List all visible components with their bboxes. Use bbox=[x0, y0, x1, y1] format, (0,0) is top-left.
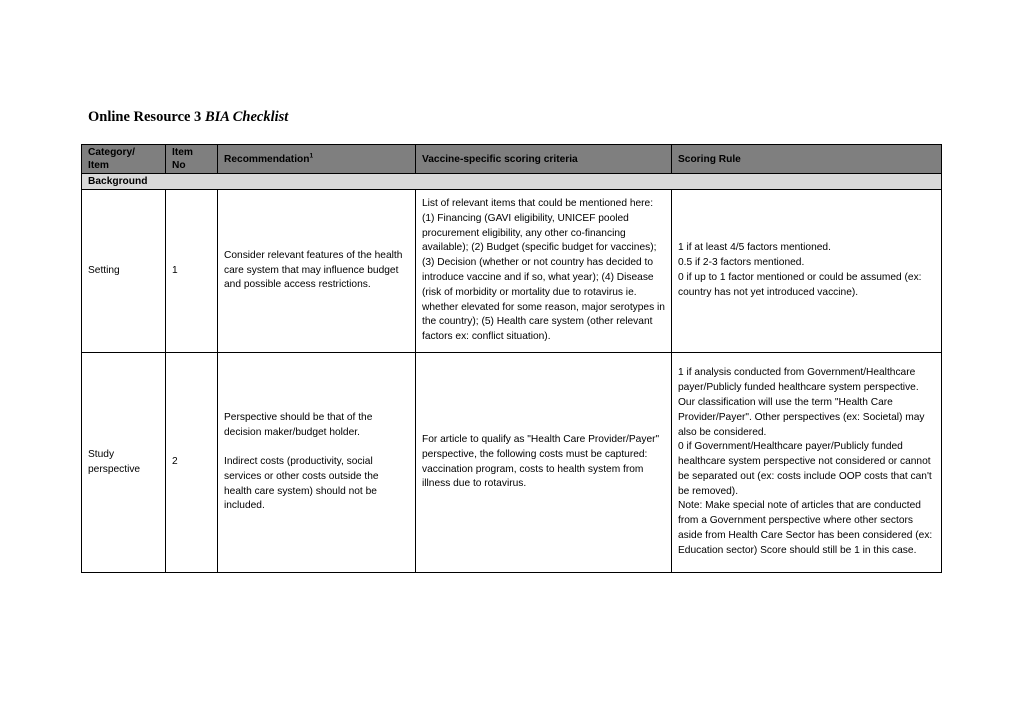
cell-item-no: 2 bbox=[166, 353, 218, 573]
cell-recommendation: Consider relevant features of the health care system that may influence budget and possible access restrictions. bbox=[218, 190, 416, 353]
table-row bbox=[82, 353, 942, 573]
cell-recommendation: Perspective should be that of the decision maker/budget holder. Indirect costs (productivity, social services or other costs outside the health care system) should not be included. bbox=[218, 353, 416, 573]
header-scoring-rule: Scoring Rule bbox=[672, 145, 942, 174]
cell-vaccine-criteria: List of relevant items that could be mentioned here: (1) Financing (GAVI eligibility, UNICEF pooled procurement eligibility, any other co-financing available); (2) Budget (specific budget for vaccines); (3) Decision (whether or not country has decided to introduce vaccine and if so, what year); (4) Disease (risk of morbidity or mortality due to rotavirus ie. whether elevated for some reason, major serotypes in the country); (5) Health care system (other relevant factors ex: conflict situation). bbox=[416, 190, 672, 353]
header-recommendation bbox=[218, 145, 416, 174]
header-item-no: Item No bbox=[166, 145, 218, 174]
bia-checklist-table bbox=[81, 144, 942, 573]
section-row bbox=[82, 174, 942, 190]
cell-category: Study perspective bbox=[82, 353, 166, 573]
cell-scoring-rule: 1 if at least 4/5 factors mentioned. 0.5 if 2-3 factors mentioned. 0 if up to 1 factor mentioned or could be assumed (ex: country has not yet introduced vaccine). bbox=[672, 190, 942, 353]
table-row bbox=[82, 190, 942, 353]
footnote-marker: 1 bbox=[309, 152, 314, 160]
header-category: Category/ Item bbox=[82, 145, 166, 174]
cell-vaccine-criteria: For article to qualify as "Health Care Provider/Payer" perspective, the following costs must be captured: vaccination program, costs to health system from illness due to rotavirus. bbox=[416, 353, 672, 573]
header-row bbox=[82, 145, 942, 174]
section-label: Background bbox=[82, 174, 942, 190]
cell-item-no: 1 bbox=[166, 190, 218, 353]
header-recommendation-label: Recommendation bbox=[224, 153, 310, 165]
header-vaccine-criteria: Vaccine-specific scoring criteria bbox=[416, 145, 672, 174]
cell-category: Setting bbox=[82, 190, 166, 353]
heading-main: Online Resource 3 bbox=[88, 109, 205, 125]
heading-italic: BIA Checklist bbox=[204, 109, 289, 125]
document-heading bbox=[88, 109, 288, 126]
cell-scoring-rule: 1 if analysis conducted from Government/Healthcare payer/Publicly funded healthcare system perspective. Our classification will use the term "Health Care Provider/Payer". Other perspectives (ex: Societal) may also be considered. 0 if Government/Healthcare payer/Publicly funded healthcare system perspective not considered or cannot be separated out (ex: costs include OOP costs that can't be removed). Note: Make special note of articles that are conducted from a Government perspective where other sectors aside from Health Care Sector has been considered (ex: Education sector) Score should still be 1 in this case. bbox=[672, 353, 942, 573]
